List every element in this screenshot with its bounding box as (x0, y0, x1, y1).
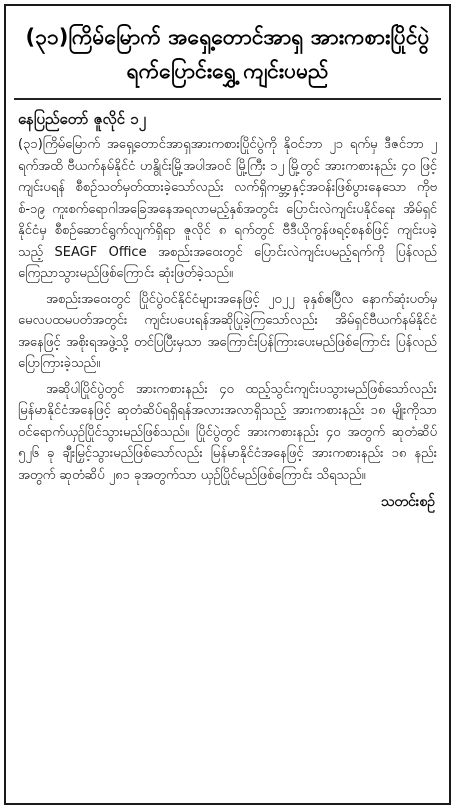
paragraph-2: အစည်းအဝေးတွင် ပြိုင်ပွဲဝင်နိုင်ငံများအနေဖြင့် ၂၀၂၂ ခုနှစ်ဧပြီလ နောက်ဆုံးပတ်မှ မေလပထမပတ်အတွင်း ကျင်းပပေးရန်အဆိုပြုခဲ့ကြသော်လည်း အိမ်ရှင်ဗီယက်နမ်နိုင်ငံအနေဖြင့် အစိုးရအဖွဲ့သို့ တင်ပြပြီးမှသာ အကြောင်းပြန်ကြားပေးမည်ဖြစ်ကြောင်း ပြန်လည်ပြောကြားခဲ့သည်။ (18, 291, 437, 371)
dateline: နေပြည်တော် ဇူလိုင် ၁၂ (18, 110, 146, 128)
byline: သတင်းစဉ် (380, 494, 435, 510)
news-article (4, 4, 451, 805)
divider (14, 98, 441, 100)
paragraph-3: အဆိုပါပြိုင်ပွဲတွင် အားကစားနည်း ၄၀ ထည့်သွင်းကျင်းပသွားမည်ဖြစ်သော်လည်း မြန်မာနိုင်ငံအနေဖြင့် ဆုတံဆိပ်ရရှိရန်အလားအလာရှိသည့် အားကစားနည်း ၁၈ မျိုးကိုသာ ဝင်ရောက်ယှဉ်ပြိုင်သွားမည်ဖြစ်သည်။ ပြိုင်ပွဲတွင် အားကစားနည်း ၄၀ အတွက် ဆုတံဆိပ် ၅၂၆ ခု ချီးမြှင့်သွားမည်ဖြစ်သော်လည်း မြန်မာနိုင်ငံအနေဖြင့် အားကစားနည်း ၁၈ နည်းအတွက် ဆုတံဆိပ် ၂၈၁ ခုအတွက်သာ ယှဉ်ပြိုင်မည်ဖြစ်ကြောင်း သိရသည်။ (18, 381, 437, 483)
headline-line-2: ရက်ပြောင်းရွှေ့ ကျင်းပမည် (126, 59, 329, 83)
headline (16, 20, 439, 88)
headline-line-1: (၃၁)ကြိမ်မြောက် အရှေ့တောင်အာရှ အားကစားပြိုင်ပွဲ (25, 25, 430, 49)
paragraph-1: (၃၁)ကြိမ်မြောက် အရှေ့တောင်အာရှအားကစားပြိုင်ပွဲကို နိုဝင်ဘာ ၂၁ ရက်မှ ဒီဇင်ဘာ ၂ ရက်အထိ ဗီယက်နမ်နိုင်ငံ ဟနွိုင်းမြို့အပါအဝင် မြို့ကြီး ၁၂ မြို့တွင် အားကစားနည်း ၄၀ ဖြင့် ကျင်းပရန် စီစဉ်သတ်မှတ်ထားခဲ့သော်လည်း လက်ရှိကမ္ဘာ့နှင့်အဝန်းဖြစ်ပွားနေသော ကိုဗစ်-၁၉ ကူးစက်ရောဂါအခြေအနေအရလာမည့်နှစ်အတွင်း ပြောင်းလဲကျင်းပနိုင်ရေး အိမ်ရှင်နိုင်ငံမှ စီစဉ်ဆောင်ရွက်လျက်ရှိရာ ဇူလိုင် ၈ ရက်တွင် ဗီဒီယိုကွန်ဖရင့်စနစ်ဖြင့် ကျင်းပခဲ့သည့် SEAGF Office အစည်းအဝေးတွင် ပြောင်းလဲကျင်းပမည့်ရက်ကို ပြန်လည်ကြေညာသွားမည်ဖြစ်ကြောင်း ဆုံးဖြတ်ခဲ့သည်။ (18, 137, 437, 281)
